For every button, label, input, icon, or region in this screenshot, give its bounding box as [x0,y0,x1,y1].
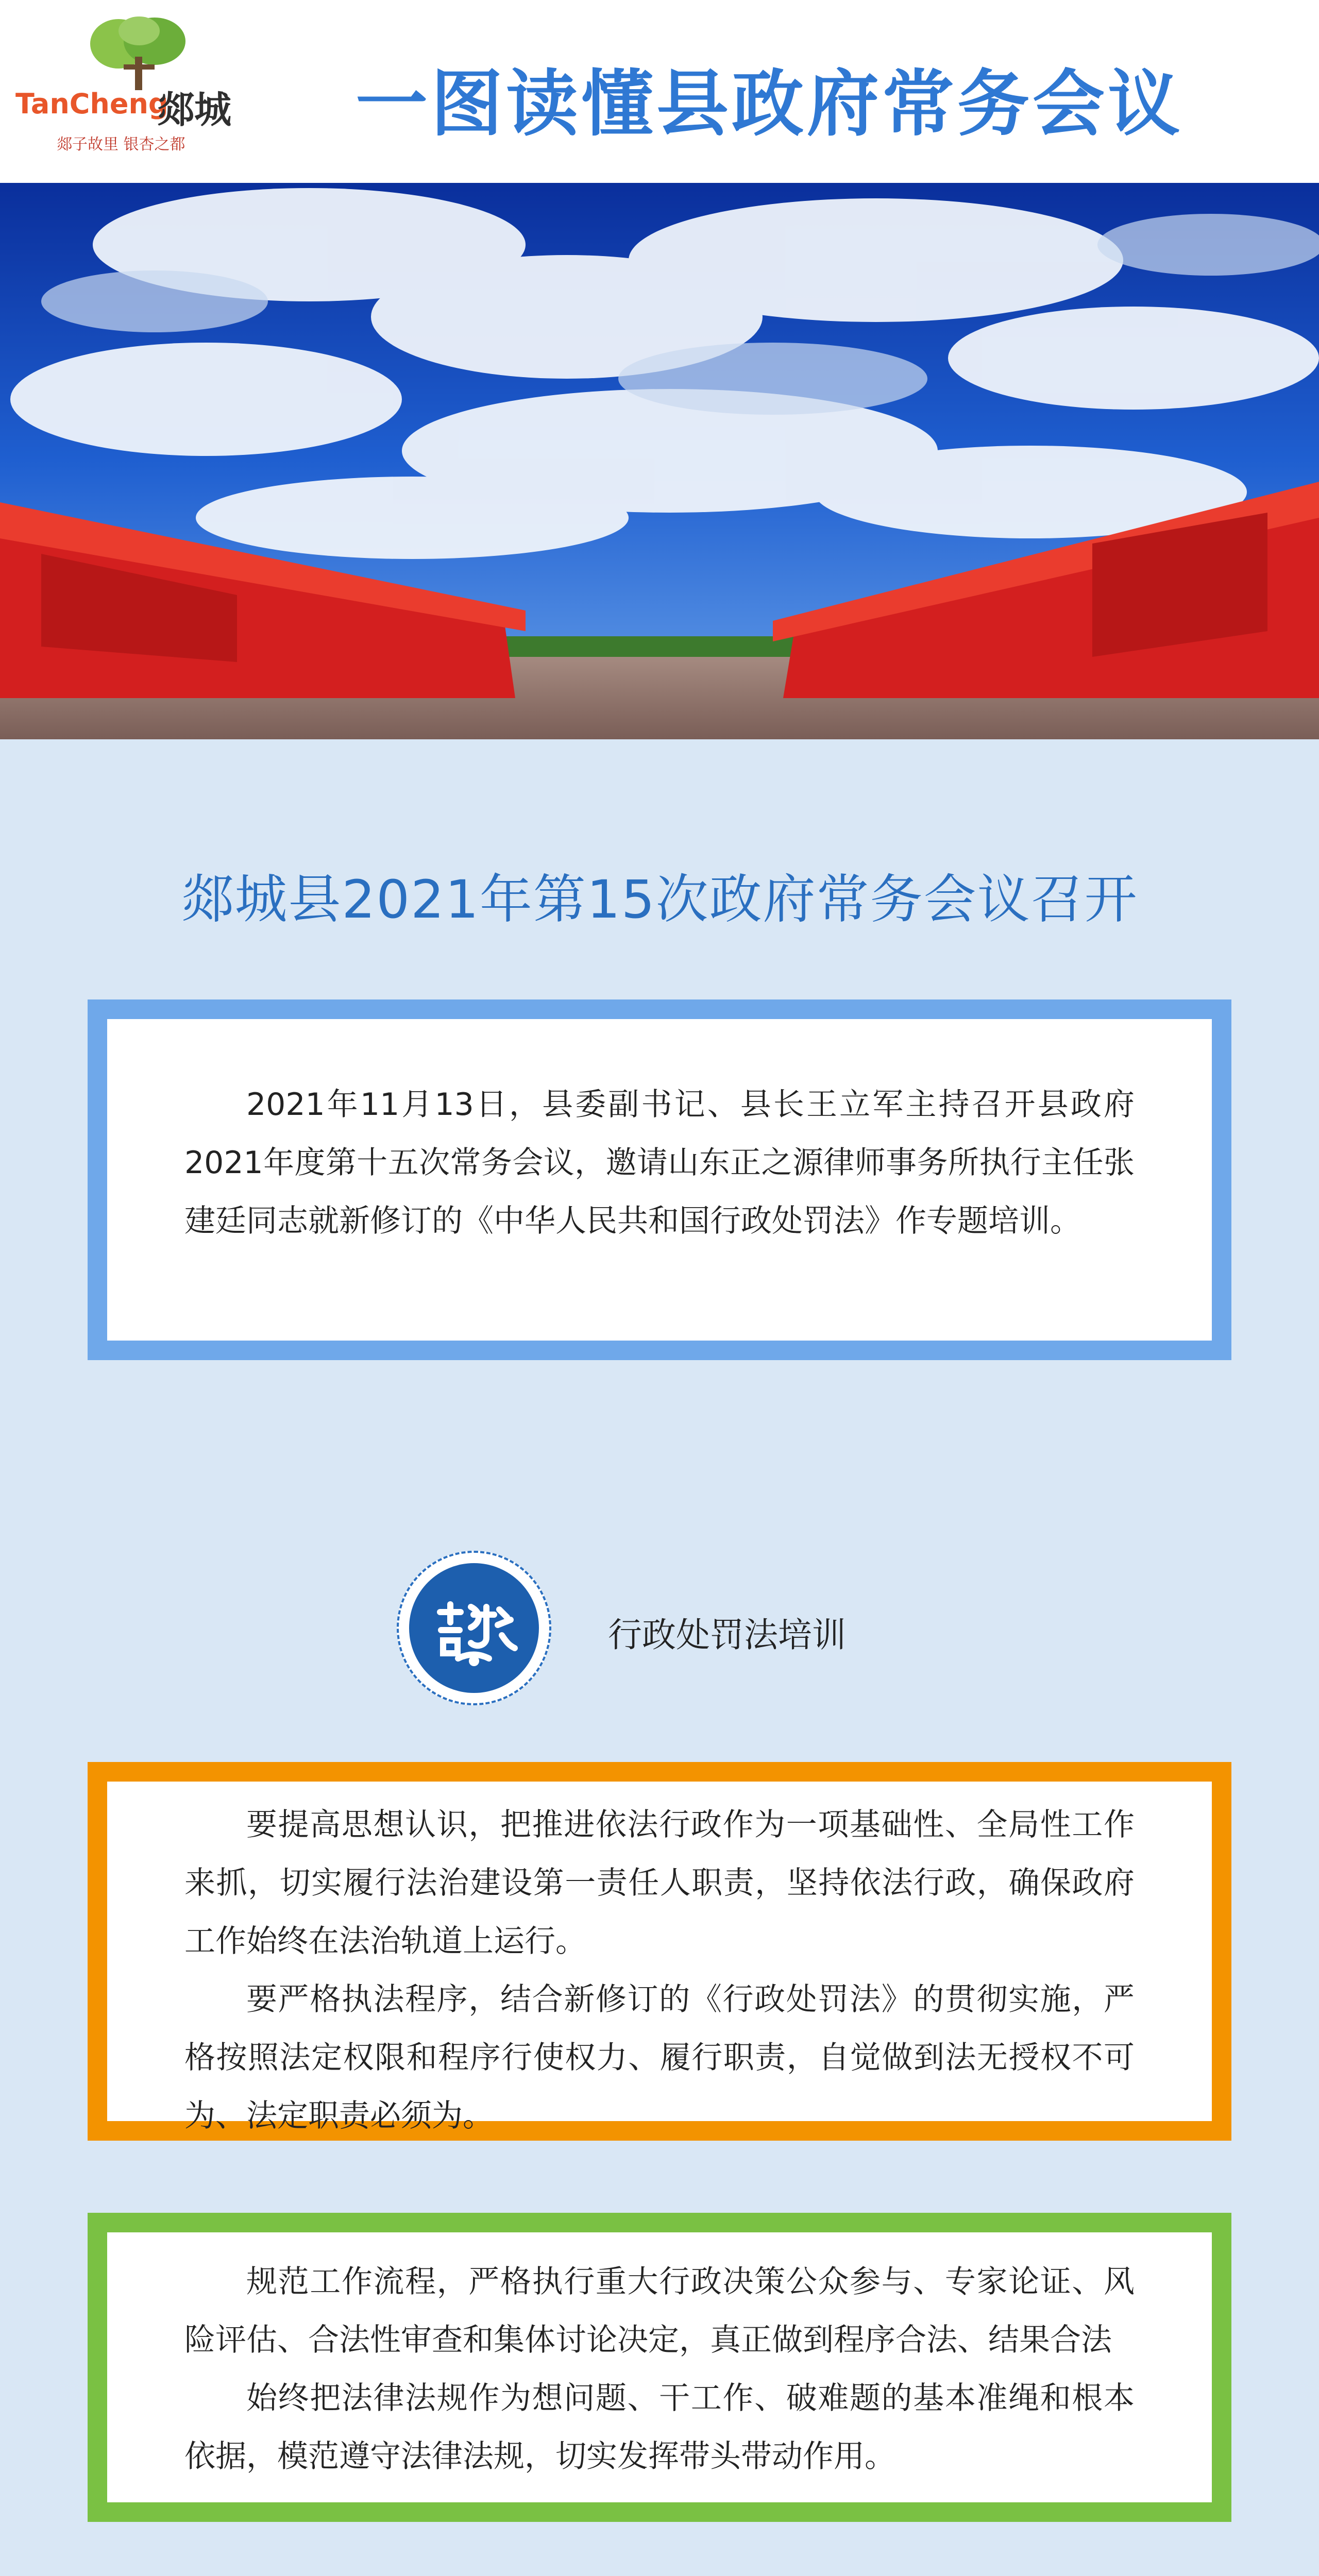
card-orange [88,1762,1231,2141]
header [0,0,1319,180]
card-paragraph: 始终把法律法规作为想问题、干工作、破难题的基本准绳和根本依据，模范遵守法律法规，切实发挥带头带动作用。 [184,2380,1135,2475]
card-green [88,2213,1231,2522]
main-panel [0,739,1319,2576]
logo-cn: 郯城 [157,88,232,131]
meeting-title: 郯城县2021年第15次政府常务会议召开 [181,869,1138,930]
training-label: 行政处罚法培训 [608,1615,846,1655]
training-header [397,1551,1015,1705]
page-title: 一图读懂县政府常务会议 [356,62,1183,146]
logo-en: TanCheng [15,88,168,120]
logo-slogan: 郯子故里 银杏之都 [57,135,185,154]
intro-text: 2021年11月13日，县委副书记、县长王立军主持召开县政府2021年度第十五次常务会议，邀请山东正之源律师事务所执行主任张建廷同志就新修订的《中华人民共和国行政处罚法》作专题培训。 [184,1087,1135,1239]
tancheng-logo[interactable] [15,15,242,155]
card-paragraph: 要严格执法程序，结合新修订的《行政处罚法》的贯彻实施，严格按照法定权限和程序行使权力、履行职责，自觉做到法无授权不可为、法定职责必须为。 [184,1981,1135,2134]
card-paragraph: 规范工作流程，严格执行重大行政决策公众参与、专家论证、风险评估、合法性审查和集体讨论决定，真正做到程序合法、结果合法 [184,2264,1135,2358]
card-paragraph: 要提高思想认识，把推进依法行政作为一项基础性、全局性工作来抓，切实履行法治建设第一责任人职责，坚持依法行政，确保政府工作始终在法治轨道上运行。 [184,1807,1135,1959]
hero-image [0,183,1319,739]
intro-card [88,999,1231,1360]
seal-icon [409,1563,539,1693]
